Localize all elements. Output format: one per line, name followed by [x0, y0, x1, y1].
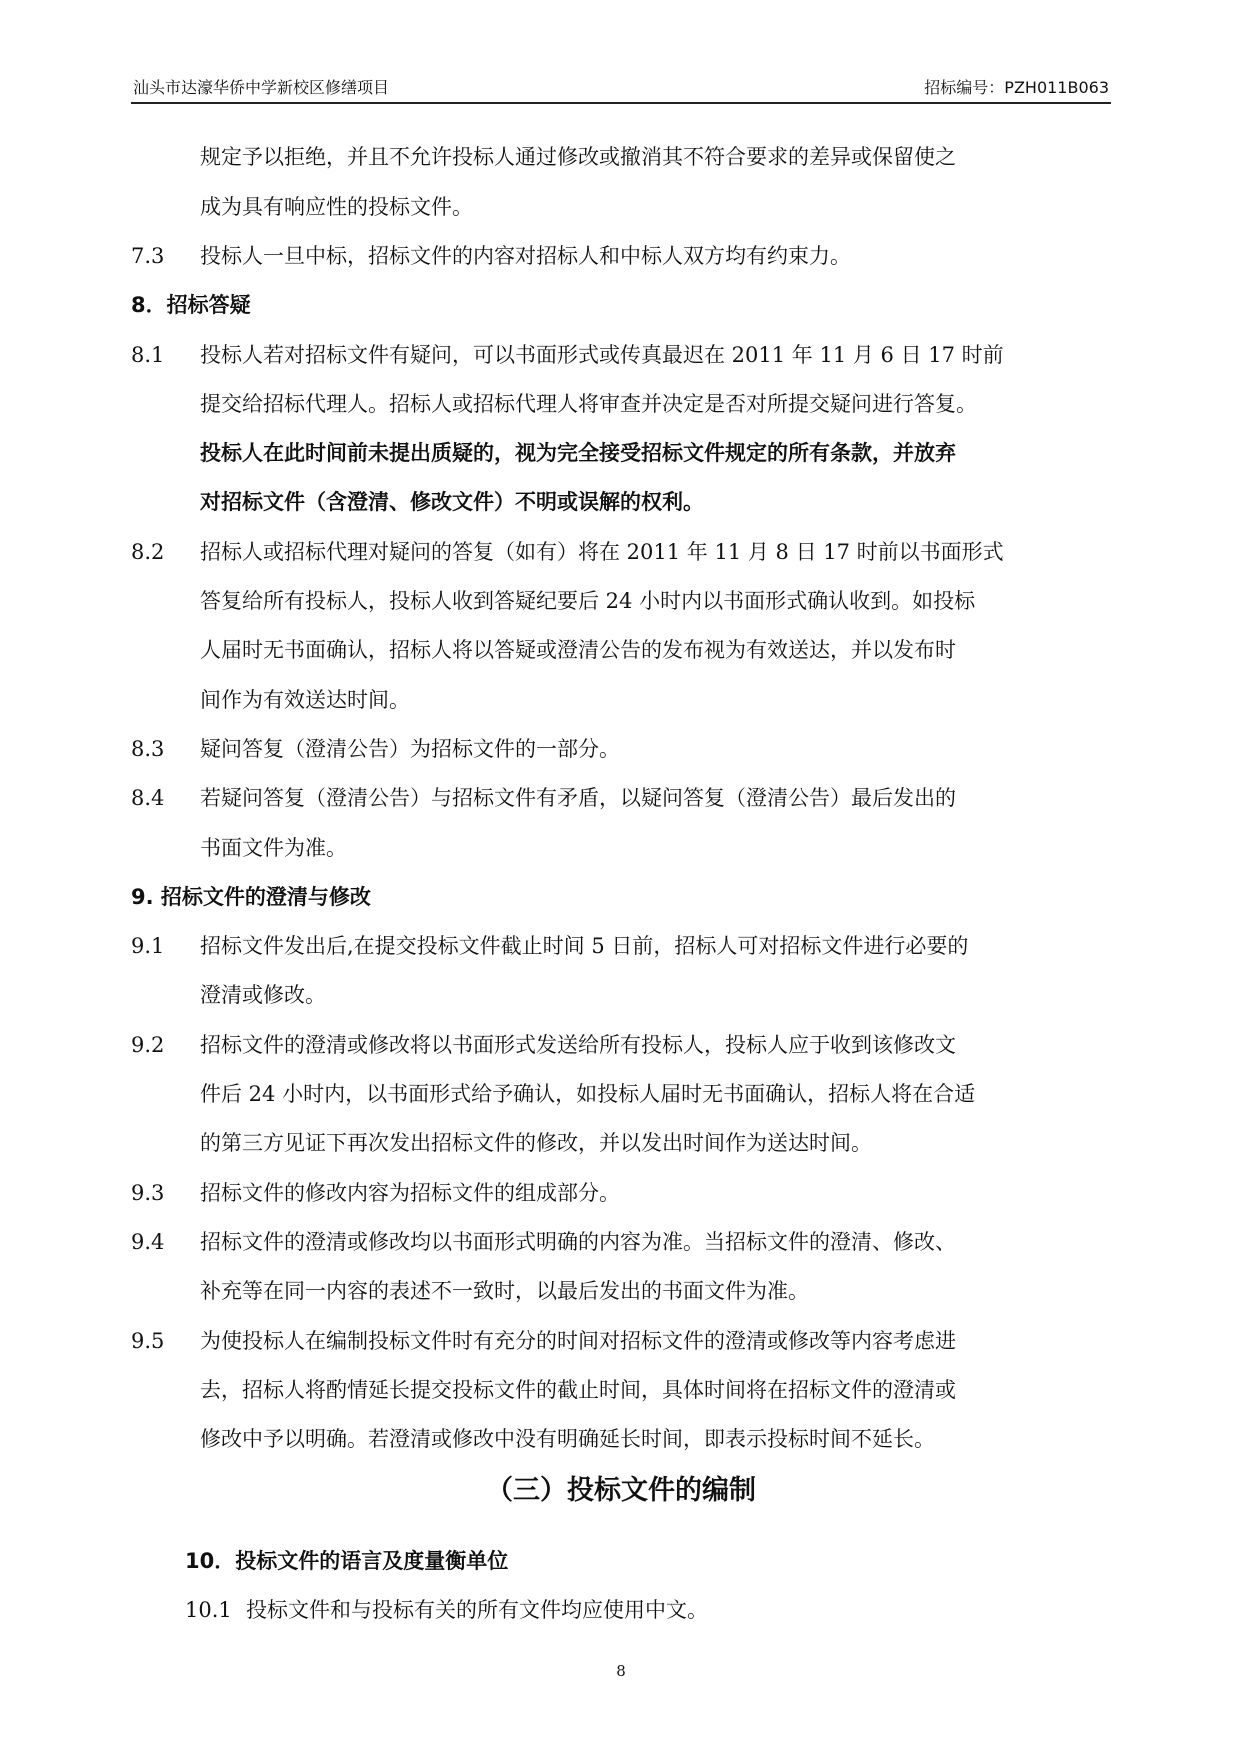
paragraph-line: 投标人一旦中标，招标文件的内容对招标人和中标人双方均有约束力。: [200, 244, 851, 268]
section-heading: 9. 招标文件的澄清与修改: [131, 885, 371, 909]
clause-number: 8.1: [131, 343, 165, 367]
paragraph-line: 招标文件的澄清或修改将以书面形式发送给所有投标人，投标人应于收到该修改文: [200, 1033, 956, 1057]
paragraph-line: 招标文件的澄清或修改均以书面形式明确的内容为准。当招标文件的澄清、修改、: [200, 1230, 956, 1254]
paragraph-line: 成为具有响应性的投标文件。: [200, 195, 473, 219]
paragraph-line: 若疑问答复（澄清公告）与招标文件有矛盾，以疑问答复（澄清公告）最后发出的: [200, 786, 956, 810]
tender-code: 招标编号：PZH011B063: [924, 78, 1109, 97]
paragraph-line: 件后 24 小时内，以书面形式给予确认，如投标人届时无书面确认，招标人将在合适: [200, 1082, 976, 1106]
paragraph-line: 修改中予以明确。若澄清或修改中没有明确延长时间，即表示投标时间不延长。: [200, 1427, 935, 1451]
paragraph-line: 人届时无书面确认，招标人将以答疑或澄清公告的发布视为有效送达，并以发布时: [200, 638, 956, 662]
paragraph-line: 澄清或修改。: [200, 983, 326, 1007]
clause-number: 9.5: [131, 1329, 165, 1353]
paragraph-line: 为使投标人在编制投标文件时有充分的时间对招标文件的澄清或修改等内容考虑进: [200, 1329, 956, 1353]
clause-number: 7.3: [131, 244, 165, 268]
paragraph-line: 书面文件为准。: [200, 836, 347, 860]
clause-number: 9.2: [131, 1033, 165, 1057]
bold-paragraph-line: 对招标文件（含澄清、修改文件）不明或误解的权利。: [200, 490, 704, 514]
clause-number: 8.3: [131, 737, 165, 761]
paragraph-line: 的第三方见证下再次发出招标文件的修改，并以发出时间作为送达时间。: [200, 1131, 872, 1155]
page-number: 8: [616, 1662, 626, 1680]
clause-number: 8.4: [131, 786, 165, 810]
clause-number: 9.3: [131, 1181, 165, 1205]
paragraph-line: 招标文件的修改内容为招标文件的组成部分。: [200, 1181, 620, 1205]
section-heading: 10．投标文件的语言及度量衡单位: [185, 1549, 509, 1573]
clause-number: 9.1: [131, 934, 165, 958]
clause-number: 9.4: [131, 1230, 165, 1254]
paragraph-line: 投标文件和与投标有关的所有文件均应使用中文。: [246, 1598, 708, 1622]
paragraph-line: 招标人或招标代理对疑问的答复（如有）将在 2011 年 11 月 8 日 17 时前以书面形式: [200, 540, 1004, 564]
paragraph-line: 提交给招标代理人。招标人或招标代理人将审查并决定是否对所提交疑问进行答复。: [200, 392, 977, 416]
paragraph-line: 答复给所有投标人，投标人收到答疑纪要后 24 小时内以书面形式确认收到。如投标: [200, 589, 976, 613]
bold-paragraph-line: 投标人在此时间前未提出质疑的，视为完全接受招标文件规定的所有条款，并放弃: [200, 441, 956, 465]
paragraph-line: 疑问答复（澄清公告）为招标文件的一部分。: [200, 737, 620, 761]
project-name: 汕头市达濠华侨中学新校区修缮项目: [133, 78, 390, 97]
paragraph-line: 规定予以拒绝，并且不允许投标人通过修改或撤消其不符合要求的差异或保留使之: [200, 145, 956, 169]
paragraph-line: 去，招标人将酌情延长提交投标文件的截止时间，具体时间将在招标文件的澄清或: [200, 1378, 956, 1402]
clause-number: 8.2: [131, 540, 165, 564]
paragraph-line: 招标文件发出后,在提交投标文件截止时间 5 日前，招标人可对招标文件进行必要的: [200, 934, 969, 958]
section-title: （三）投标文件的编制: [486, 1475, 756, 1506]
paragraph-line: 间作为有效送达时间。: [200, 688, 410, 712]
section-heading: 8．招标答疑: [131, 293, 251, 317]
clause-number: 10.1: [185, 1598, 232, 1622]
page-header: [131, 70, 1111, 104]
paragraph-line: 投标人若对招标文件有疑问，可以书面形式或传真最迟在 2011 年 11 月 6 日 17 时前: [200, 343, 1004, 367]
paragraph-line: 补充等在同一内容的表述不一致时，以最后发出的书面文件为准。: [200, 1279, 809, 1303]
